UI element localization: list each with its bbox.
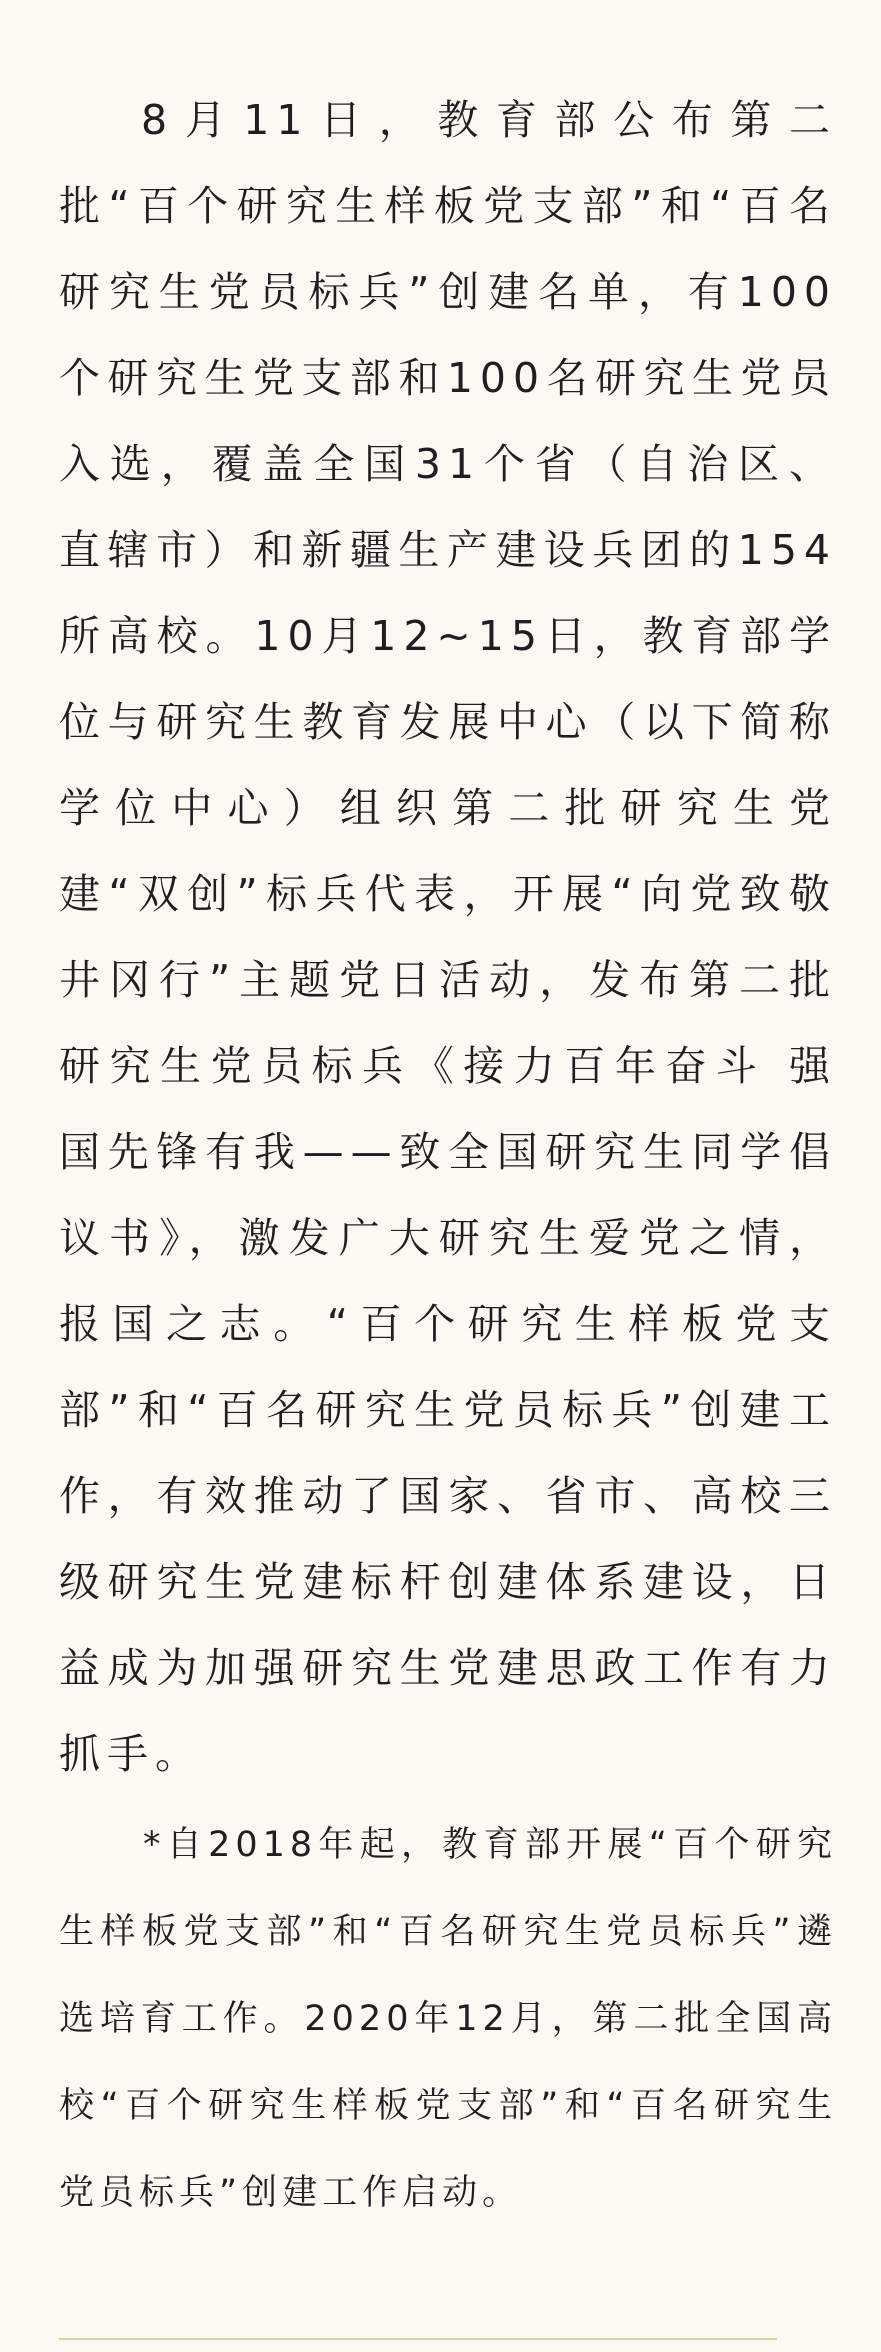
- note-paragraph: *自2018年起，教育部开展“百个研究生样板党支部”和“百名研究生党员标兵”遴选培育工作。2020年12月，第二批全国高校“百个研究生样板党支部”和“百名研究生党员标兵”创建工作启动。: [59, 1825, 837, 2213]
- main-paragraph: 8月11日，教育部公布第二批“百个研究生样板党支部”和“百名研究生党员标兵”创建名单，有100个研究生党支部和100名研究生党员入选，覆盖全国31个省（自治区、直辖市）和新疆生产建设兵团的154所高校。10月12~15日，教育部学位与研究生教育发展中心（以下简称学位中心）组织第二批研究生党建“双创”标兵代表，开展“向党致敬井冈行”主题党日活动，发布第二批研究生党员标兵《接力百年奋斗 强国先锋有我——致全国研究生同学倡议书》，激发广大研究生爱党之情，报国之志。“百个研究生样板党支部”和“百名研究生党员标兵”创建工作，有效推动了国家、省市、高校三级研究生党建标杆创建体系建设，日益成为加强研究生党建思政工作有力抓手。: [59, 96, 837, 1778]
- bottom-divider: [59, 2338, 777, 2340]
